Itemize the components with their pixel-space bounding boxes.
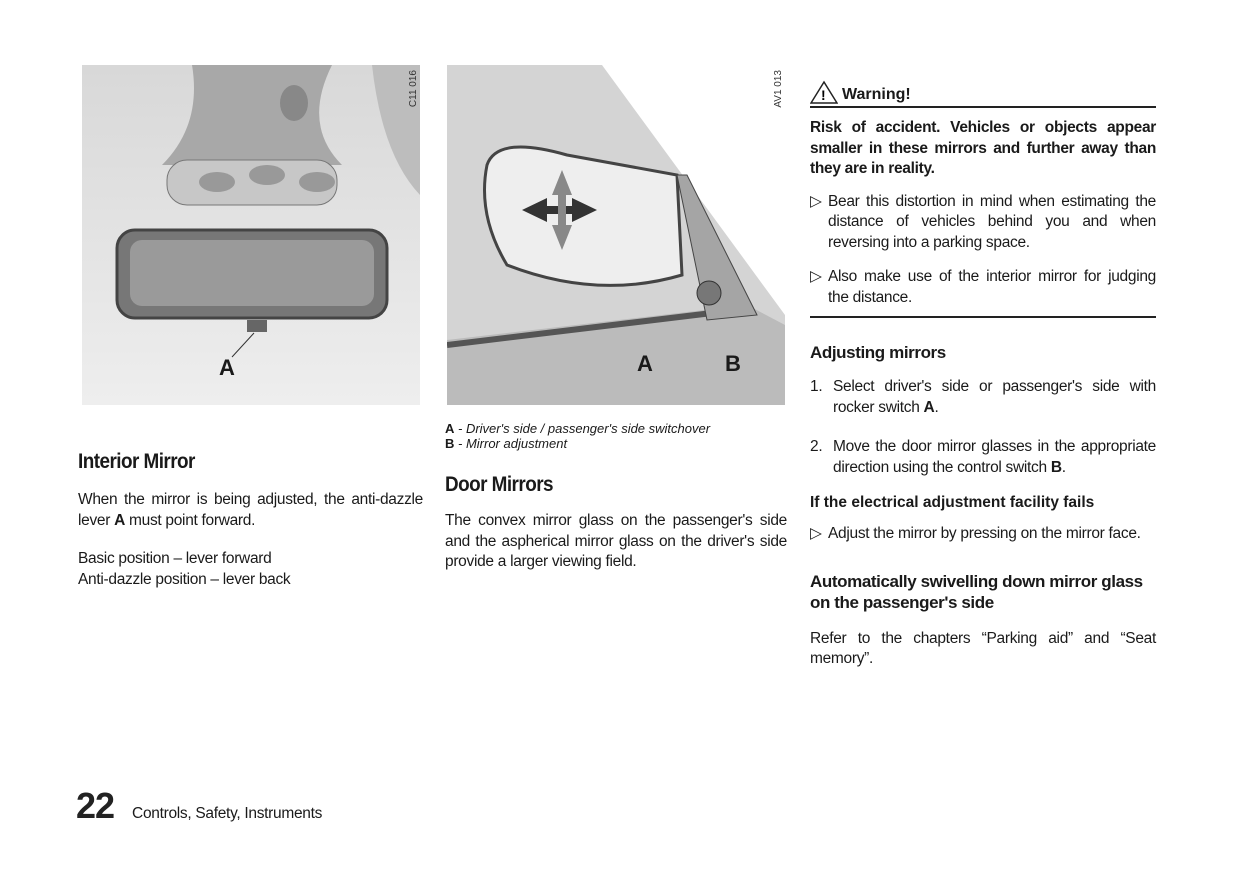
section-title: Adjusting mirrors (810, 343, 946, 362)
figure-code: AV1 013 (773, 70, 784, 108)
warning-title: Warning! (842, 86, 911, 103)
step-item: 2. Move the door mirror glasses in the appropriate direction using the control switch B. (810, 438, 1156, 476)
basic-position: Basic position – lever forward (78, 550, 272, 567)
door-mirrors-section (445, 421, 787, 573)
page-footer (76, 785, 322, 827)
triangle-bullet-icon: ▷ (810, 192, 822, 210)
interior-mirror-drawing (82, 65, 420, 405)
triangle-bullet-icon: ▷ (810, 525, 822, 542)
figure-code: C11 016 (408, 70, 419, 108)
anti-dazzle-position: Anti-dazzle position – lever back (78, 570, 291, 588)
subsection-title: If the electrical adjustment facility fails (810, 494, 1095, 511)
svg-text:!: ! (821, 87, 826, 103)
paragraph: Refer to the chapters “Parking aid” and “Seat memory”. (810, 629, 1156, 667)
bullet-item: ▷ Adjust the mirror by pressing on the mirror face. (810, 524, 1156, 545)
paragraph: The convex mirror glass on the passenger's side and the aspherical mirror glass on the driver's side provide a larger viewing field. (445, 512, 787, 570)
interior-mirror-section (78, 450, 423, 590)
section-name: Controls, Safety, Instruments (132, 805, 323, 822)
warning-text: Risk of accident. Vehicles or objects appear smaller in these mirrors and further away than they are in reality. (810, 119, 1156, 177)
triangle-bullet-icon: ▷ (810, 268, 822, 285)
label-a: A (637, 351, 653, 376)
figure-caption: A - Driver's side / passenger's side switchover B - Mirror adjustment (445, 421, 711, 451)
section-title: Automatically swivelling down mirror glass on the passenger's side (810, 571, 1143, 612)
label-a: A (219, 355, 235, 380)
warning-triangle-icon (810, 80, 838, 104)
door-mirror-illustration (447, 65, 785, 405)
section-title: Door Mirrors (445, 473, 553, 496)
section-title: Interior Mirror (78, 450, 195, 473)
right-column (810, 80, 1156, 670)
interior-mirror-illustration (82, 65, 420, 405)
page-number: 22 (76, 785, 115, 826)
bullet-item: ▷ Also make use of the interior mirror for judging the distance. (810, 267, 1156, 318)
bullet-item: ▷ Bear this distortion in mind when estimating the distance of vehicles behind you and when reversing into a parking space. (810, 192, 1156, 254)
label-b: B (725, 351, 741, 376)
warning-header (810, 80, 1156, 108)
step-item: 1. Select driver's side or passenger's side with rocker switch A. (810, 378, 1156, 416)
paragraph: When the mirror is being adjusted, the anti-dazzle lever A must point forward. (78, 491, 423, 529)
